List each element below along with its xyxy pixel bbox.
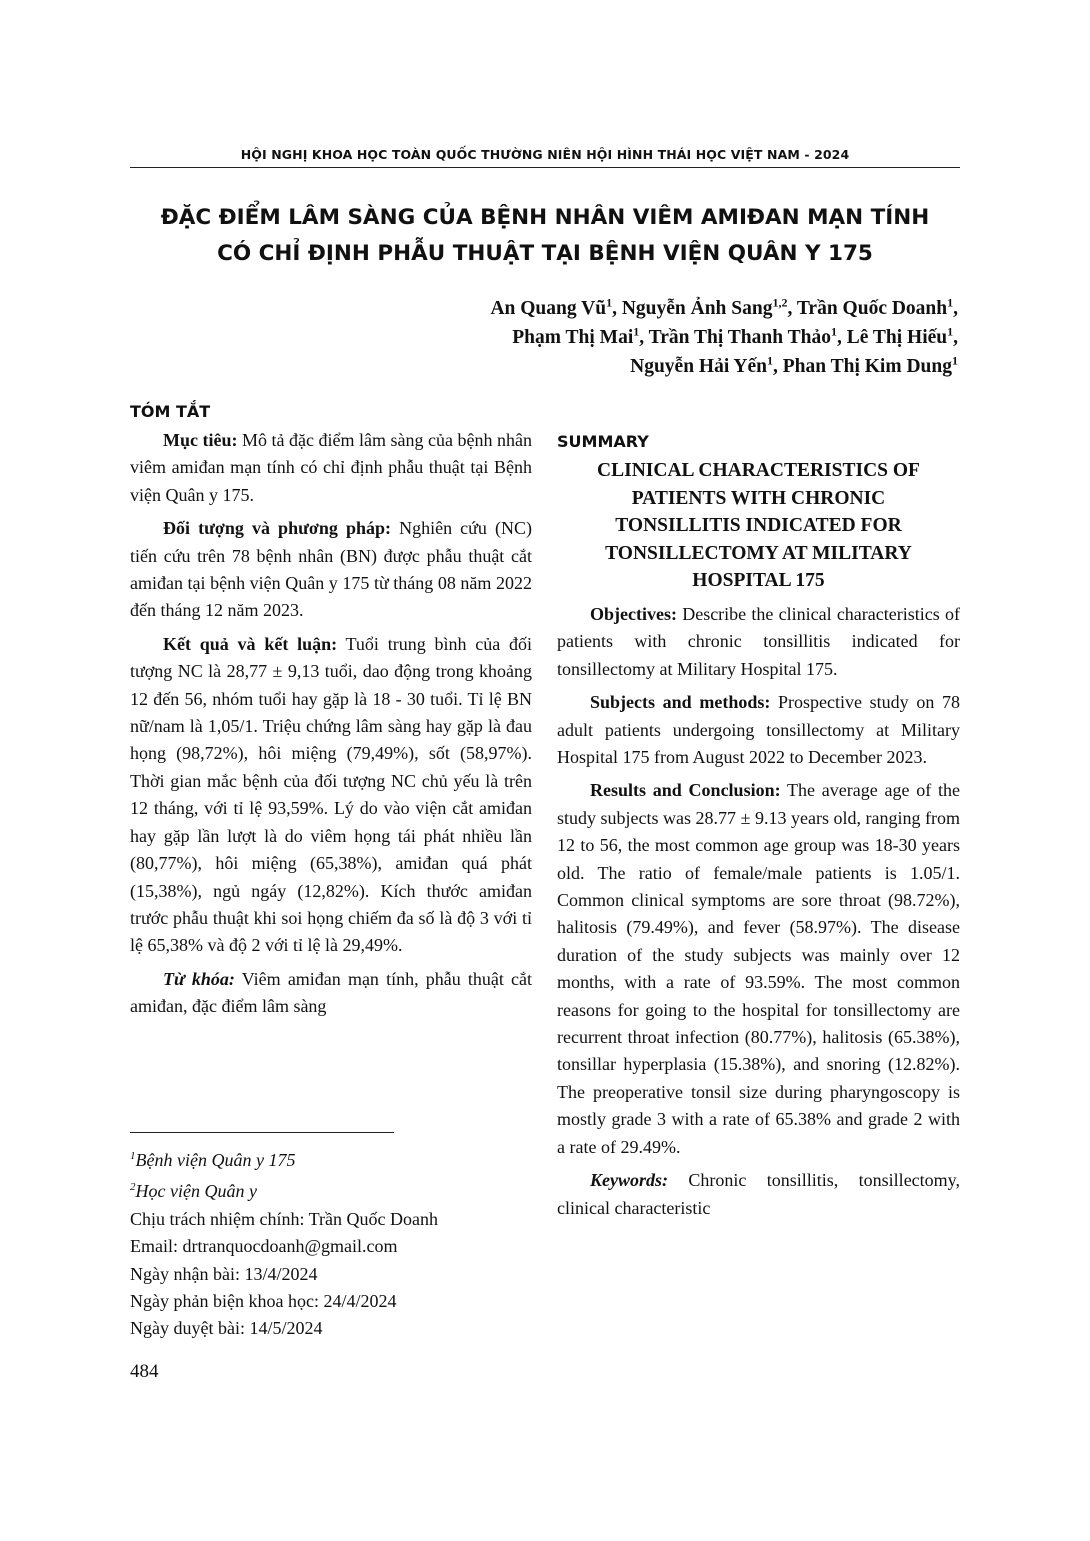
summary-results	[557, 777, 960, 1161]
date-accepted: Ngày duyệt bài: 14/5/2024	[130, 1318, 323, 1339]
author-name: Trần Thị Thanh Thảo	[648, 327, 831, 348]
author-name: An Quang Vũ	[490, 298, 607, 319]
keywords-text: Viêm amiđan mạn tính, phẫu thuật cắt amiđan, đặc điểm lâm sàng	[130, 968, 532, 1017]
page-number: 484	[130, 1361, 159, 1382]
abstract-methods	[130, 515, 532, 625]
header-rule	[130, 167, 960, 168]
running-header: HỘI NGHỊ KHOA HỌC TOÀN QUỐC THƯỜNG NIÊN HỘI HÌNH THÁI HỌC VIỆT NAM - 2024	[240, 147, 850, 162]
title-line-2: CÓ CHỈ ĐỊNH PHẪU THUẬT TẠI BỆNH VIỆN QUÂN Y 175	[217, 241, 873, 266]
author-line-3: Nguyễn Hải Yến$^1$, Phan Thị Kim Dung$^1$	[630, 353, 958, 377]
results-label: Kết quả và kết luận:	[163, 633, 338, 654]
abstract-heading: TÓM TẮT	[130, 402, 211, 421]
english-title-line: TONSILLECTOMY AT MILITARY	[605, 542, 912, 564]
paper-title	[130, 200, 960, 272]
summary-keywords	[557, 1167, 960, 1222]
footnotes	[130, 1143, 532, 1343]
footnote-rule	[130, 1132, 394, 1133]
english-title-line: CLINICAL CHARACTERISTICS OF	[597, 460, 920, 481]
author-name: Lê Thị Hiếu	[846, 327, 948, 348]
author-line-1: An Quang $Vũ^1$, Nguyễn Ảnh Sang$^{1,2}$, Trần Quốc Doanh$^1$,	[490, 295, 958, 319]
email: Email: drtranquocdoanh@gmail.com	[130, 1236, 398, 1257]
author-line-2: Phạm Thị Mai$^1$, Trần Thị Thanh Thảo$^1$, Lê Thị Hiếu$^1$,	[512, 324, 958, 348]
english-title	[557, 457, 960, 595]
author-affiliation: 1	[830, 324, 837, 339]
author-name: Phạm Thị Mai	[512, 327, 634, 348]
keywords-label: Từ khóa:	[163, 968, 235, 989]
methods-text: Prospective study on 78 adult patients undergoing tonsillectomy at Military Hospital 175 from August 2022 to December 2023.	[557, 692, 960, 767]
results-text: Tuổi trung bình của đối tượng NC là 28,77 ± 9,13 tuổi, dao động trong khoảng 12 đến 56, nhóm tuổi hay gặp là 18 - 30 tuổi. Tỉ lệ BN nữ/nam là 1,05/1. Triệu chứng lâm sàng hay gặp là đau họng (98,72%), hôi miệng (79,49%), sốt (58,97%). Thời gian mắc bệnh của đối tượng NC chủ yếu là trên 12 tháng, với tỉ lệ 93,59%. Lý do vào viện cắt amiđan hay gặp lần lượt là do viêm họng tái phát nhiều lần (80,77%), hôi miệng (65,38%), amiđan quá phát (15,38%), ngủ ngáy (12,82%). Kích thước amiđan trước phẫu thuật khi soi họng chiếm đa số là độ 3 với tỉ lệ 65,38% và độ 2 với tỉ lệ là 29,49%.	[130, 633, 532, 956]
methods-text: Nghiên cứu (NC) tiến cứu trên 78 bệnh nhân (BN) được phẫu thuật cắt amiđan tại bệnh viện Quân y 175 từ tháng 08 năm 2022 đến tháng 12 năm 2023.	[130, 518, 532, 621]
english-title-line: HOSPITAL 175	[692, 570, 825, 592]
summary-methods	[557, 689, 960, 771]
keywords-label: Keywords:	[590, 1170, 668, 1191]
author-name: Trần Quốc Doanh	[796, 298, 948, 319]
author-affiliation: 1	[606, 295, 613, 310]
author-affiliation: 1	[947, 324, 954, 339]
affiliation-2	[130, 1174, 532, 1205]
affiliation-1	[130, 1143, 532, 1174]
objectives-text: Describe the clinical characteristics of patients with chronic tonsillitis indicated for tonsillectomy at Military Hospital 175.	[557, 603, 960, 679]
keywords-text: Chronic tonsillitis, tonsillectomy, clinical characteristic	[557, 1170, 960, 1218]
author-affiliation: 1	[952, 353, 958, 368]
english-title-line: PATIENTS WITH CHRONIC	[631, 487, 886, 509]
objective-text: Mô tả đặc điểm lâm sàng của bệnh nhân viêm amiđan mạn tính có chỉ định phẫu thuật tại Bệnh viện Quân y 175.	[130, 430, 532, 505]
affiliation-mark: 1	[130, 1150, 136, 1162]
title-line-1: ĐẶC ĐIỂM LÂM SÀNG CỦA BỆNH NHÂN VIÊM AMIĐAN MẠN TÍNH	[160, 205, 930, 230]
affiliation-text: Học viện Quân y	[135, 1181, 257, 1202]
corresponding-author: Chịu trách nhiệm chính: Trần Quốc Doanh	[130, 1208, 438, 1229]
author-name: Phan Thị Kim Dung	[782, 356, 952, 377]
summary-heading: SUMMARY	[557, 432, 649, 451]
author-affiliation: 1	[633, 324, 640, 339]
author-affiliation: 1	[947, 295, 954, 310]
summary-objectives	[557, 601, 960, 683]
date-received: Ngày nhận bài: 13/4/2024	[130, 1263, 318, 1284]
objectives-label: Objectives:	[590, 603, 677, 624]
abstract-vietnamese	[130, 402, 532, 1027]
summary-english	[557, 432, 960, 1228]
methods-label: Đối tượng và phương pháp:	[163, 518, 391, 539]
affiliation-text: Bệnh viện Quân y 175	[135, 1150, 296, 1170]
objective-label: Mục tiêu:	[163, 430, 238, 450]
abstract-results	[130, 631, 532, 960]
abstract-keywords	[130, 966, 532, 1021]
date-reviewed: Ngày phản biện khoa học: 24/4/2024	[130, 1291, 397, 1312]
english-title-line: TONSILLITIS INDICATED FOR	[615, 515, 902, 537]
author-name: Nguyễn Ảnh Sang	[621, 298, 773, 319]
results-text: The average age of the study subjects was 28.77 ± 9.13 years old, ranging from 12 to 56, the most common age group was 18-30 years old. The ratio of female/male patients is 1.05/1. Common clinical symptoms are sore throat (98.72%), halitosis (79.49%), and fever (58.97%). The disease duration of the study subjects was mainly over 12 months, with a rate of 93.59%. The most common reasons for going to the hospital for tonsillectomy are recurrent throat infection (80.77%), halitosis (65.38%), tonsillar hyperplasia (15.38%), and snoring (12.82%). The preoperative tonsil size during pharyngoscopy is mostly grade 3 with a rate of 65.38% and grade 2 with a rate of 29.49%.	[557, 780, 961, 1157]
results-label: Results and Conclusion:	[590, 780, 781, 801]
methods-label: Subjects and methods:	[590, 692, 771, 713]
author-name: Nguyễn Hải Yến	[630, 356, 767, 377]
author-affiliation: 1,2	[772, 295, 788, 310]
author-affiliation: 1	[767, 353, 773, 368]
affiliation-mark: 2	[130, 1181, 136, 1194]
author-list	[490, 294, 958, 381]
abstract-objective	[130, 427, 532, 509]
